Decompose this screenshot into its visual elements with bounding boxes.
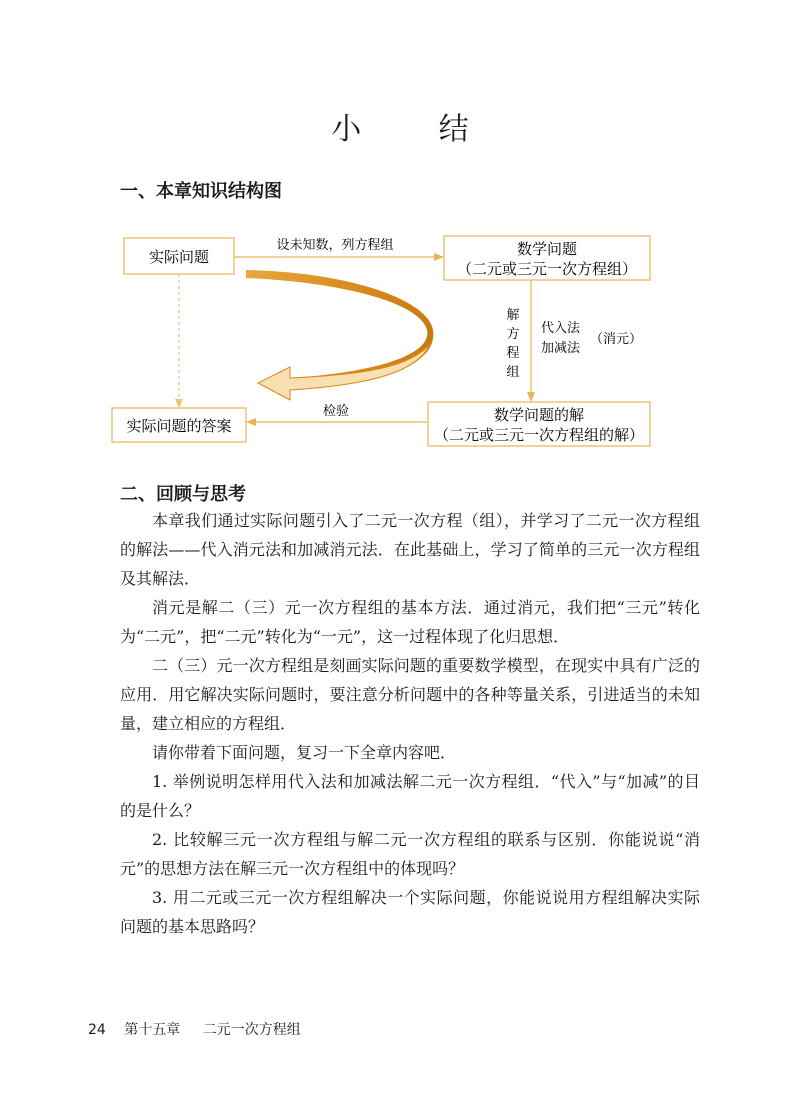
paragraph-model: 二（三）元一次方程组是刻画实际问题的重要数学模型，在现实中具有广泛的应用．用它解决实际问题时，要注意分析问题中的各种等量关系，引进适当的未知量，建立相应的方程组．: [120, 656, 700, 733]
label-solve-vertical: [506, 308, 519, 380]
chapter-label: 第十五章: [124, 1022, 181, 1038]
real-answer-node: [112, 408, 246, 442]
review-body: [120, 506, 700, 941]
chapter-title: 二元一次方程组: [202, 1022, 301, 1038]
math-problem-label: 数学问题: [516, 240, 578, 258]
section-heading-review: 二、回顾与思考: [120, 484, 246, 505]
solve-char-3: 程: [506, 346, 520, 361]
math-solution-node: [428, 402, 650, 446]
question-2: 2. 比较解三元一次方程组与解二元一次方程组的联系与区别．你能说说“消元”的思想方法在解三元一次方程组中的体现吗？: [120, 830, 700, 878]
math-problem-sublabel: （二元或三元一次方程组）: [456, 260, 638, 278]
paragraph-prompt: 请你带着下面问题，复习一下全章内容吧．: [152, 743, 457, 762]
label-addition: 加减法: [541, 341, 581, 356]
arrow-check: [246, 418, 428, 426]
section-heading-structure: 一、本章知识结构图: [120, 181, 282, 202]
solve-char-4: 组: [506, 365, 520, 380]
real-answer-label: 实际问题的答案: [126, 417, 232, 435]
real-problem-node: [124, 238, 234, 274]
page-number: 24: [88, 1022, 106, 1038]
label-substitution: 代入法: [541, 321, 581, 336]
question-1: 1. 举例说明怎样用代入法和加减法解二元一次方程组．“代入”与“加减”的目的是什么？: [120, 772, 700, 820]
math-solution-sublabel: （二元或三元一次方程组的解）: [433, 426, 645, 444]
curved-feedback-arrow: [246, 270, 433, 400]
solve-char-2: 方: [506, 327, 520, 342]
knowledge-structure-diagram: [100, 222, 680, 452]
paragraph-elimination: 消元是解二（三）元一次方程组的基本方法．通过消元，我们把“三元”转化为“二元”，把“二元”转化为“一元”，这一过程体现了化归思想．: [120, 598, 700, 646]
label-check: 检验: [322, 404, 350, 419]
solve-char-1: 解: [506, 308, 520, 323]
page-title: 小 结: [331, 112, 503, 147]
math-problem-node: [444, 236, 650, 280]
dashed-arrow-real-to-answer: [175, 274, 183, 408]
question-3: 3. 用二元或三元一次方程组解决一个实际问题，你能说说用方程组解决实际问题的基本思路吗？: [120, 888, 700, 936]
label-set-unknowns: 设未知数，列方程组: [276, 238, 394, 253]
arrow-set-unknowns: [234, 253, 444, 261]
paragraph-intro: 本章我们通过实际问题引入了二元一次方程（组），并学习了二元一次方程组的解法——代入消元法和加减消元法．在此基础上，学习了简单的三元一次方程组及其解法．: [120, 511, 700, 588]
real-problem-label: 实际问题: [148, 248, 210, 266]
label-elimination: （消元）: [590, 332, 643, 347]
arrow-solve: [527, 280, 535, 402]
math-solution-label: 数学问题的解: [493, 406, 585, 424]
page-footer: [88, 1019, 301, 1039]
